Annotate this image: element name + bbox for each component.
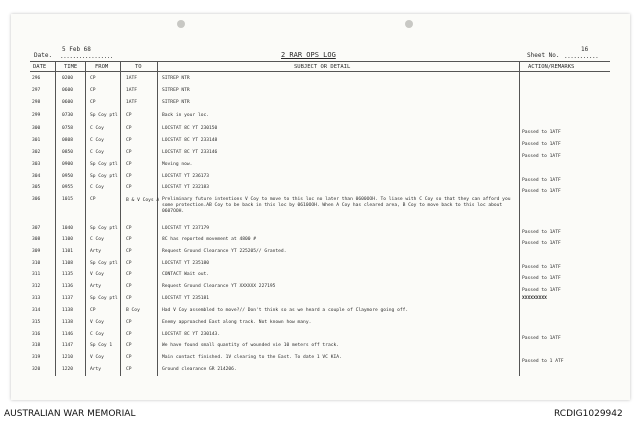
subject-cell: Enemy approached East along track. Not known how many. [162,320,312,325]
subject-cell: LOCSTAT YT 235180 [162,261,210,266]
table-row [0,320,640,332]
table-row [0,272,640,284]
action-cell: Passed to 1ATF [522,130,561,135]
to-cell: CP [126,332,132,337]
time-cell: 1147 [62,343,74,348]
serial-cell: 311 [32,272,41,277]
subject-cell: LOCSTAT YT 236173 [162,174,210,179]
time-cell: 1137 [62,296,74,301]
time-cell: 0730 [62,113,74,118]
serial-cell: 306 [32,197,41,202]
to-cell: CP [126,249,132,254]
from-cell: CP [90,100,96,105]
subject-cell: Main contact finished. 1V clearing to the East. To date 1 VC KIA. [162,355,342,360]
table-row [0,308,640,320]
to-cell: CP [126,367,132,372]
column-header-subject: SUBJECT OR DETAIL [294,64,351,70]
from-cell: Arty [90,367,102,372]
column-header-action: ACTION/REMARKS [528,64,575,70]
to-cell: CP [126,162,132,167]
table-row [0,162,640,174]
punch-hole [177,20,185,28]
table-row [0,88,640,100]
subject-cell: 8C has reported movement at 4800 # [162,237,257,242]
serial-cell: 300 [32,126,41,131]
from-cell: C Coy [90,332,104,337]
subject-cell: LOCSTAT 8C YT 233148 [162,138,218,143]
time-cell: 0850 [62,150,74,155]
date-value: 5 Feb 68 [62,46,91,53]
table-row [0,76,640,88]
from-cell: Arty [90,284,102,289]
serial-cell: 307 [32,226,41,231]
subject-cell: LOCSTAT 8C YT 230143. [162,332,221,337]
to-cell: CP [126,174,132,179]
to-cell: 1ATF [126,76,138,81]
serial-cell: 316 [32,332,41,337]
serial-cell: 312 [32,284,41,289]
from-cell: C Coy [90,138,104,143]
to-cell: CP [126,284,132,289]
serial-cell: 296 [32,76,41,81]
serial-cell: 297 [32,88,41,93]
subject-cell: Back in your loc. [162,113,210,118]
from-cell: Sp Coy 1 [90,343,113,348]
time-cell: 1015 [62,197,74,202]
archive-credit: AUSTRALIAN WAR MEMORIAL [4,409,136,419]
action-cell: Passed to 1 ATF [522,359,564,364]
subject-cell: LOCSTAT YT 232183 [162,185,210,190]
subject-cell: Request Ground Clearance YT XXXXXX 227195 [162,284,276,289]
from-cell: CP [90,197,96,202]
action-cell: Passed to 1ATF [522,241,561,246]
to-cell: CP [126,185,132,190]
column-header-date: DATE [33,64,47,70]
action-cell: Passed to 1ATF [522,336,561,341]
to-cell: CP [126,226,132,231]
subject-cell: CONTACT Wait out. [162,272,210,277]
to-cell: CP [126,261,132,266]
serial-cell: 298 [32,100,41,105]
time-cell: 0808 [62,138,74,143]
from-cell: V Coy [90,272,104,277]
time-cell: 1101 [62,249,74,254]
punch-hole [405,20,413,28]
record-id: RCDIG1029942 [554,409,623,419]
time-cell: 0955 [62,185,74,190]
serial-cell: 304 [32,174,41,179]
time-cell: 0900 [62,162,74,167]
table-row [0,138,640,150]
from-cell: C Coy [90,150,104,155]
time-cell: 1146 [62,332,74,337]
date-label: Date. [34,52,53,59]
from-cell: Sp Coy ptl [90,296,118,301]
time-cell: 0200 [62,76,74,81]
subject-cell: SITREP NTR [162,100,190,105]
time-cell: 0600 [62,88,74,93]
table-row [0,343,640,355]
action-cell: Passed to 1ATF [522,288,561,293]
time-cell: 0600 [62,100,74,105]
column-header-from: FROM [95,64,109,70]
serial-cell: 305 [32,185,41,190]
action-cell: Passed to 1ATF [522,178,561,183]
time-cell: 1138 [62,308,74,313]
subject-cell: LOCSTAT 8C YT 233146 [162,150,218,155]
time-cell: 1220 [62,367,74,372]
from-cell: Sp Coy ptl [90,113,118,118]
table-row [0,150,640,162]
subject-cell: SITREP NTR [162,76,190,81]
action-cell: Passed to 1ATF [522,230,561,235]
to-cell: CP [126,320,132,325]
subject-cell: Had V Coy assembled to move?// Don't think so as we heard a couple of Claymore going off. [162,308,409,313]
serial-cell: 309 [32,249,41,254]
table-row [0,367,640,379]
serial-cell: 310 [32,261,41,266]
time-cell: 0950 [62,174,74,179]
from-cell: C Coy [90,185,104,190]
subject-cell: LOCSTAT 8C YT 230150 [162,126,218,131]
from-cell: CP [90,76,96,81]
from-cell: CP [90,88,96,93]
action-cell: XXXXXXXXX [522,296,547,301]
to-cell: 1ATF [126,100,138,105]
from-cell: Sp Coy ptl [90,226,118,231]
to-cell: CP [126,343,132,348]
sheet-label: Sheet No. [527,52,560,59]
from-cell: V Coy [90,355,104,360]
action-cell: Passed to 1ATF [522,276,561,281]
subject-cell: Preliminary future intentions V Coy to move to this loc no later than 0600OOH. To liase with C Coy so that they can afford you some protection.AB Coy to be back in this loc by 0610OOH. When A Coy has cleared area, B Coy to move back to this loc about 0607OOH. [162,197,511,214]
from-cell: Sp Coy ptl [90,261,118,266]
to-cell: CP [126,150,132,155]
from-cell: V Coy [90,320,104,325]
to-cell: B & V Coys A [126,198,160,203]
subject-cell: We have found small quantity of wounded vie 10 meters off track. [162,343,340,348]
action-cell: Passed to 1ATF [522,265,561,270]
serial-cell: 318 [32,343,41,348]
to-cell: CP [126,113,132,118]
table-row [0,355,640,367]
time-cell: 1100 [62,237,74,242]
time-cell: 0758 [62,126,74,131]
column-header-time: TIME [64,64,78,70]
table-row [0,113,640,125]
to-cell: CP [126,355,132,360]
to-cell: B Coy [126,308,140,313]
time-cell: 1135 [62,272,74,277]
sheet-value: 16 [581,46,589,53]
subject-cell: Moving now. [162,162,193,167]
table-header-rule [30,71,610,72]
to-cell: CP [126,296,132,301]
from-cell: Arty [90,249,102,254]
from-cell: Sp Coy ptl [90,162,118,167]
table-top-rule [30,61,610,62]
from-cell: C Coy [90,237,104,242]
serial-cell: 308 [32,237,41,242]
log-title: 2 RAR OPS LOG [281,51,336,59]
subject-cell: Ground clearance GR 214206. [162,367,237,372]
subject-cell: SITREP NTR [162,88,190,93]
to-cell: CP [126,237,132,242]
action-cell: Passed to 1ATF [522,142,561,147]
from-cell: CP [90,308,96,313]
time-cell: 1138 [62,320,74,325]
time-cell: 1108 [62,261,74,266]
serial-cell: 302 [32,150,41,155]
to-cell: CP [126,138,132,143]
serial-cell: 303 [32,162,41,167]
to-cell: CP [126,126,132,131]
table-row [0,284,640,296]
subject-cell: Request Ground Clearance YT 225205// Granted. [162,249,287,254]
from-cell: C Coy [90,126,104,131]
time-cell: 1210 [62,355,74,360]
serial-cell: 301 [32,138,41,143]
table-row [0,237,640,249]
table-row [0,185,640,197]
to-cell: 1ATF [126,88,138,93]
subject-cell: LOCSTAT YT 235181 [162,296,210,301]
action-cell: Passed to 1ATF [522,189,561,194]
serial-cell: 314 [32,308,41,313]
action-cell: Passed to 1ATF [522,154,561,159]
to-cell: CP [126,272,132,277]
table-row [0,126,640,138]
table-row [0,296,640,308]
serial-cell: 320 [32,367,41,372]
serial-cell: 315 [32,320,41,325]
time-cell: 1136 [62,284,74,289]
column-header-to: TO [135,64,142,70]
sheet-dotted-line: ........... [564,53,599,60]
serial-cell: 313 [32,296,41,301]
time-cell: 1040 [62,226,74,231]
serial-cell: 319 [32,355,41,360]
serial-cell: 299 [32,113,41,118]
from-cell: Sp Coy ptl [90,174,118,179]
table-row [0,197,640,223]
subject-cell: LOCSTAT YT 237179 [162,226,210,231]
table-row [0,249,640,261]
table-row [0,100,640,112]
date-dotted-line: ................. [60,53,113,60]
